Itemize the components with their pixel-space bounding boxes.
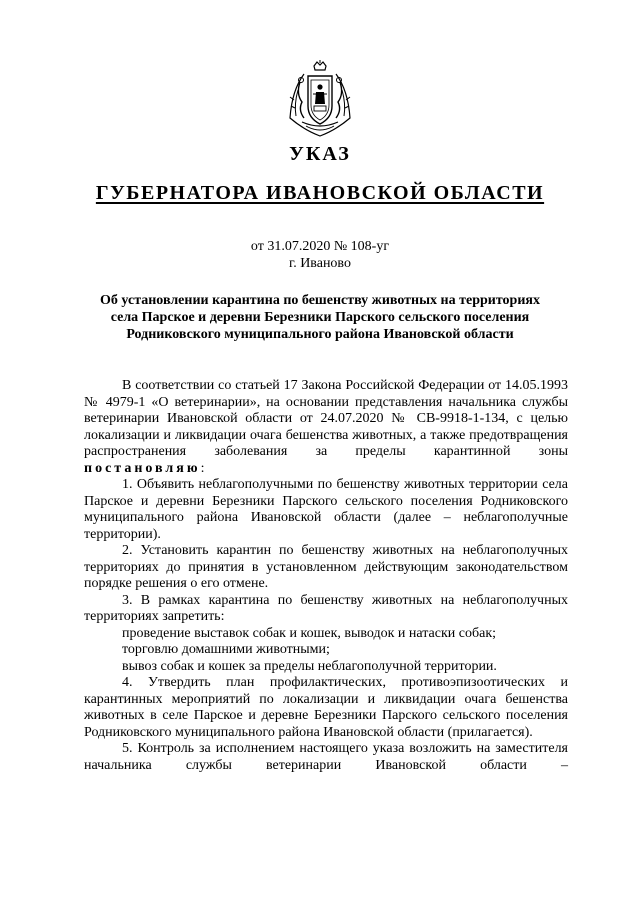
decree-city: г. Иваново <box>289 256 351 271</box>
decree-meta <box>0 238 640 272</box>
item-3-paragraph: 3. В рамках карантина по бешенству животных на неблагополучных территориях запретить: <box>84 592 568 624</box>
decree-heading <box>72 292 568 343</box>
item-3-list-entry: проведение выставок собак и кошек, выводок и натаски собак; <box>122 625 497 641</box>
item-2-paragraph: 2. Установить карантин по бешенству животных на неблагополучных территориях до принятия в установленном действующим законодательством порядке решения о его отмене. <box>84 543 568 591</box>
preamble-text: В соответствии со статьей 17 Закона Российской Федерации от 14.05.1993 № 4979-1 «О ветеринарии», на основании представления начальника службы ветеринарии Ивановской области от 24.07.2020 № СВ-9918-1-134, с целью локализации и ликвидации очага бешенства животных, а также предотвращения распространения заболевания за пределы карантинной зоны <box>84 378 568 459</box>
decree-date-number: от 31.07.2020 № 108-уг <box>250 239 390 254</box>
item-4-paragraph: 4. Утвердить план профилактических, противоэпизоотических и карантинных мероприятий по локализации и ликвидации очага бешенства животных в селе Парское и деревне Березники Парского сельского поселения Родниковского муниципального района Ивановской области (прилагается). <box>84 675 568 740</box>
item-5-paragraph: 5. Контроль за исполнением настоящего указа возложить на заместителя начальника службы ветеринарии Ивановской области – <box>84 741 568 773</box>
heading-line-2: села Парское и деревни Березники Парского сельского поселения <box>110 310 530 325</box>
heading-line-3: Родниковского муниципального района Ивановской области <box>126 327 514 342</box>
preamble-colon: : <box>200 460 205 476</box>
heading-line-1: Об установлении карантина по бешенству животных на территориях <box>100 293 540 308</box>
item-1-paragraph: 1. Объявить неблагополучными по бешенству животных территории села Парское и деревни Березники Парского сельского поселения Родниковского муниципального района Ивановской области (далее – неблагополучные территории). <box>84 477 568 542</box>
decree-body <box>84 378 568 774</box>
preamble-paragraph <box>84 378 568 477</box>
coat-of-arms-icon <box>284 60 356 138</box>
preamble-keyword: постановляю <box>84 460 201 476</box>
decree-issuer: ГУБЕРНАТОРА ИВАНОВСКОЙ ОБЛАСТИ <box>95 182 545 204</box>
item-3-list-entry: вывоз собак и кошек за пределы неблагополучной территории. <box>122 658 497 674</box>
decree-title: УКАЗ <box>289 143 351 165</box>
item-3-list-entry: торговлю домашними животными; <box>122 642 330 657</box>
